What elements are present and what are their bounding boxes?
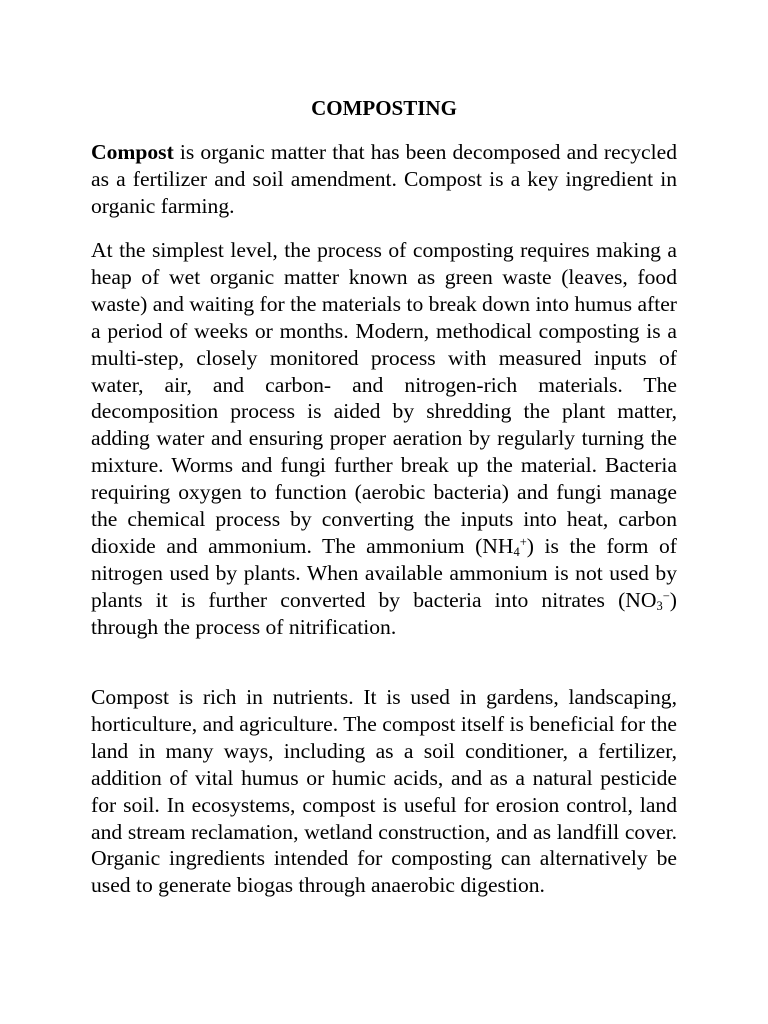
ammonium-superscript: + [519, 535, 527, 550]
paragraph-definition-text: is organic matter that has been decomposed and recycled as a fertilizer and soil amendment. Compost is a key ingredient in organic farming. [91, 140, 677, 218]
paragraph-definition [91, 139, 677, 220]
document-title: COMPOSTING [311, 96, 457, 120]
paragraph-process-text-b: ) is the form of nitrogen used by plants. When available ammonium is not used by plants it is further converted by bacteria into nitrates (NO [91, 533, 677, 612]
paragraph-uses: Compost is rich in nutrients. It is used in gardens, landscaping, horticulture, and agriculture. The compost itself is beneficial for the land in many ways, including as a soil conditioner, a fertilizer, addition of vital humus or humic acids, and as a natural pesticide for soil. In ecosystems, compost is useful for erosion control, land and stream reclamation, wetland construction, and as landfill cover. Organic ingredients intended for composting can alternatively be used to generate biogas through anaerobic digestion. [91, 685, 677, 898]
nitrate-superscript: − [662, 588, 670, 603]
nitrate-subscript: 3 [656, 599, 663, 614]
paragraph-process [91, 237, 677, 641]
paragraph-process-text-a: At the simplest level, the process of composting requires making a heap of wet organic matter known as green waste (leaves, food waste) and waiting for the materials to break down into humus after a period of weeks or months. Modern, methodical composting is a multi-step, closely monitored process with measured inputs of water, air, and carbon- and nitrogen-rich materials. The decomposition process is aided by shredding the plant matter, adding water and ensuring proper aeration by regularly turning the mixture. Worms and fungi further break up the material. Bacteria requiring oxygen to function (aerobic bacteria) and fungi manage the chemical process by converting the inputs into heat, carbon dioxide and ammonium. The ammonium (NH [91, 238, 677, 558]
paragraph-process-text-c: ) through the process of nitrification. [91, 587, 677, 639]
ammonium-subscript: 4 [513, 545, 520, 560]
bold-term-compost: Compost [91, 140, 174, 164]
